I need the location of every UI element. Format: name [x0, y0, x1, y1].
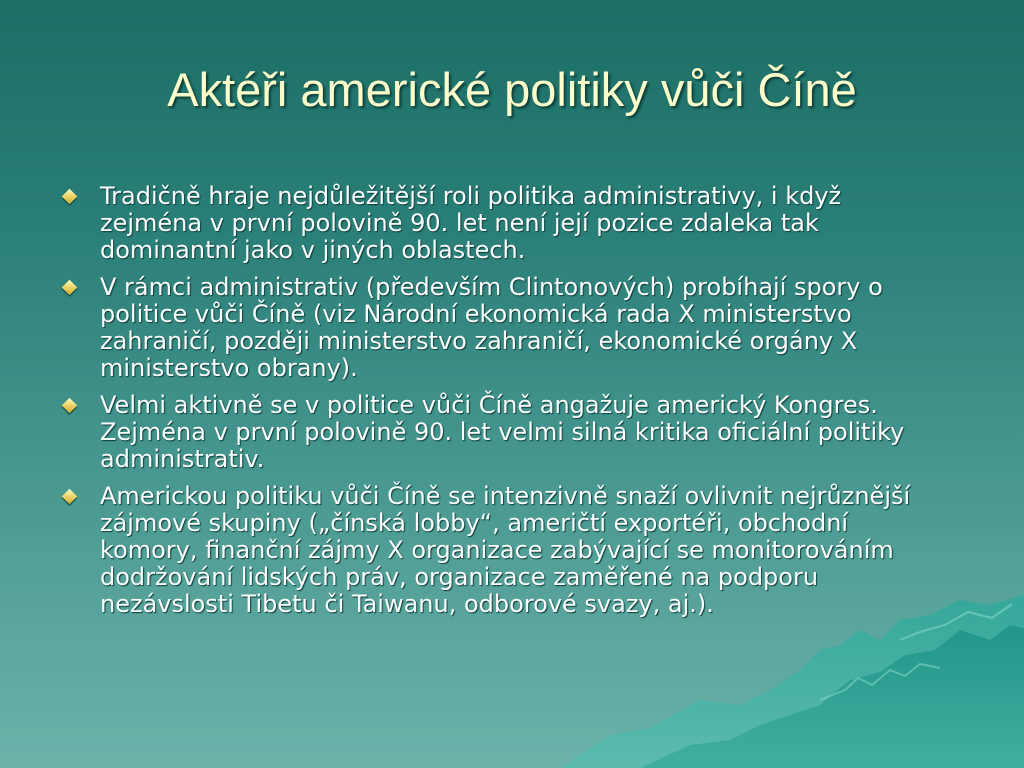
bullet-item	[62, 274, 942, 382]
diamond-bullet-icon	[62, 398, 78, 414]
bullet-item	[62, 483, 942, 618]
bullet-text: Tradičně hraje nejdůležitější roli politika administrativy, i když zejména v první polovině 90. let není její pozice zdaleka tak dominantní jako v jiných oblastech.	[100, 182, 842, 264]
slide-title: Aktéři americké politiky vůči Číně	[167, 63, 857, 116]
bullet-text: V rámci administrativ (především Clintonových) probíhají spory o politice vůči Číně (viz Národní ekonomická rada X ministerstvo zahraničí, později ministerstvo zahraničí, ekonomické orgány X ministerstvo obrany).	[100, 273, 883, 382]
bullet-item	[62, 183, 942, 264]
bullet-text: Americkou politiku vůči Číně se intenzivně snaží ovlivnit nejrůznější zájmové skupiny („čínská lobby“, američtí exportéři, obchodní komory, finanční zájmy X organizace zabývající se monitorováním dodržování lidských práv, organizace zaměřené na podporu nezávslosti Tibetu či Taiwanu, odborové svazy, aj.).	[100, 482, 911, 618]
bullet-item	[62, 392, 942, 473]
bullet-text: Velmi aktivně se v politice vůči Číně angažuje americký Kongres. Zejména v první polovině 90. let velmi silná kritika oficiální politiky administrativ.	[100, 391, 905, 473]
diamond-bullet-icon	[62, 489, 78, 505]
bullet-list	[62, 183, 942, 628]
diamond-bullet-icon	[62, 280, 78, 296]
diamond-bullet-icon	[62, 189, 78, 205]
